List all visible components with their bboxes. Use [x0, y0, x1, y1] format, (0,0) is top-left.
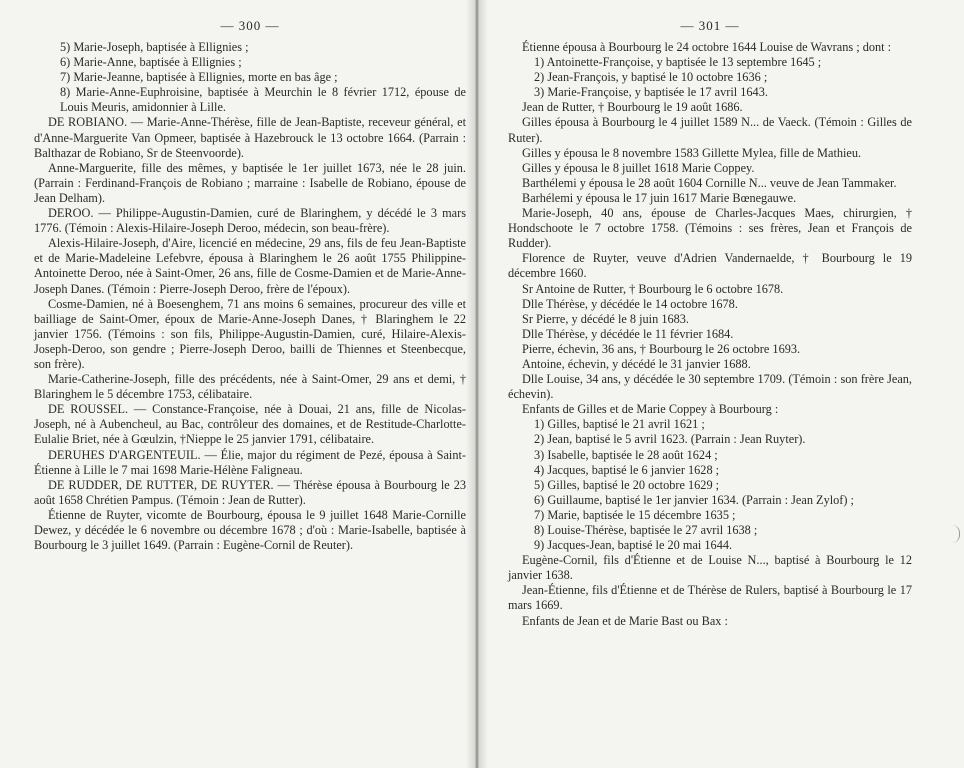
paragraph-entry: Enfants de Jean et de Marie Bast ou Bax :: [522, 613, 728, 628]
list-entry: 6) Marie-Anne, baptisée à Ellignies ;: [60, 55, 242, 70]
list-entry: 3) Isabelle, baptisée le 28 août 1624 ;: [534, 447, 718, 462]
left-page-number: — 300 —: [220, 18, 280, 33]
paragraph-entry: Étienne épousa à Bourbourg le 24 octobre 1644 Louise de Wavrans ; dont :: [522, 40, 892, 54]
paragraph-entry: Enfants de Gilles et de Marie Coppey à Bourbourg :: [522, 402, 779, 417]
list-entry: 9) Jacques-Jean, baptisé le 20 mai 1644.: [534, 538, 733, 553]
paragraph-entry: Gilles y épousa le 8 juillet 1618 Marie Coppey.: [522, 160, 755, 175]
paragraph-entry: Marie-Joseph, 40 ans, épouse de Charles-Jacques Maes, chirurgien, † Hondschoote le 7 octobre 1758. (Témoins : ses frères, Jean et François de Rudder).: [508, 206, 912, 251]
paragraph-entry: Dlle Louise, 34 ans, y décédée le 30 septembre 1709. (Témoin : son frère Jean, échevin).: [508, 372, 912, 402]
paragraph-entry: Dlle Thérèse, y décédée le 14 octobre 1678.: [522, 296, 738, 311]
left-text-block: [34, 40, 466, 553]
paragraph-entry: DEROO. — Philippe-Augustin-Damien, curé de Blaringhem, y décédé le 3 mars 1776. (Témoin : Alexis-Hilaire-Joseph Deroo, médecin, son beau-frère).: [34, 206, 466, 236]
list-entry: 1) Antoinette-Françoise, y baptisée le 13 septembre 1645 ;: [534, 55, 822, 70]
list-entry: 7) Marie, baptisée le 15 décembre 1635 ;: [534, 507, 736, 522]
right-page: [482, 0, 964, 768]
list-entry: 4) Jacques, baptisé le 6 janvier 1628 ;: [534, 462, 720, 477]
list-entry: 8) Marie-Anne-Euphroisine, baptisée à Meurchin le 8 février 1712, épouse de Louis Meuris, amidonnier à Lille.: [60, 85, 466, 115]
list-entry: 2) Jean, baptisé le 5 avril 1623. (Parrain : Jean Ruyter).: [534, 432, 806, 447]
list-entry: 2) Jean-François, y baptisé le 10 octobre 1636 ;: [534, 70, 768, 85]
paragraph-entry: Étienne de Ruyter, vicomte de Bourbourg, épousa le 9 juillet 1648 Marie-Cornille Dewez, y décédée le 6 novembre ou décembre 1678 ; d'où : Marie-Isabelle, baptisée à Bourbourg le 3 juillet 1649. (Parrain : Eugène-Cornil de Reuter).: [34, 507, 466, 553]
paragraph-entry: Sr Antoine de Rutter, † Bourbourg le 6 octobre 1678.: [522, 281, 784, 296]
paragraph-entry: Cosme-Damien, né à Boesenghem, 71 ans moins 6 semaines, procureur des ville et bailliage de Saint-Omer, époux de Marie-Anne-Joseph Danes, † Blaringhem le 22 janvier 1756. (Témoins : son fils, Philippe-Augustin-Damien, curé, Hilaire-Alexis-Joseph-Deroo, son gendre ; Pierre-Joseph Deroo, bailli de Thiennes et Steenbecque, son frère).: [34, 296, 466, 371]
paragraph-entry: Sr Pierre, y décédé le 8 juin 1683.: [522, 311, 689, 326]
paragraph-entry: Pierre, échevin, 36 ans, † Bourbourg le 26 octobre 1693.: [522, 341, 801, 356]
paragraph-entry: DE RUDDER, DE RUTTER, DE RUYTER. — Thérèse épousa à Bourbourg le 23 août 1658 Chrétien Pampus. (Témoin : Jean de Rutter).: [34, 477, 466, 507]
list-entry: 5) Marie-Joseph, baptisée à Ellignies ;: [60, 40, 249, 54]
paragraph-entry: DERUHES D'ARGENTEUIL. — Élie, major du régiment de Pezé, épousa à Saint-Étienne à Lille le 7 mai 1698 Marie-Hélène Faligneau.: [34, 447, 466, 477]
right-page-number: — 301 —: [680, 18, 740, 33]
paragraph-entry: Barthélemi y épousa le 28 août 1604 Cornille N... veuve de Jean Tammaker.: [522, 175, 897, 190]
paragraph-entry: Dlle Thérèse, y décédée le 11 février 1684.: [522, 326, 734, 341]
paragraph-entry: DE ROBIANO. — Marie-Anne-Thérèse, fille de Jean-Baptiste, receveur général, et d'Anne-Marguerite Van Opmeer, baptisée à Hazebrouck le 13 octobre 1664. (Parrain : Balthazar de Robiano, Sr de Steenvoorde).: [34, 115, 466, 160]
list-entry: 8) Louise-Thérèse, baptisée le 27 avril 1638 ;: [534, 523, 758, 537]
list-entry: 1) Gilles, baptisé le 21 avril 1621 ;: [534, 417, 705, 432]
paragraph-entry: Alexis-Hilaire-Joseph, d'Aire, licencié en médecine, 29 ans, fils de feu Jean-Baptiste et de Marie-Madeleine Lefebvre, épousa à Blaringhem le 26 août 1755 Philippine-Antoinette Deroo, née à Saint-Omer, 26 ans, fille de Cosme-Damien et de Marie-Anne-Joseph Danes. (Témoin : Pierre-Joseph Deroo, frère de l'époux).: [34, 236, 466, 296]
paragraph-entry: Antoine, échevin, y décédé le 31 janvier 1688.: [522, 356, 751, 371]
paragraph-entry: Jean de Rutter, † Bourbourg le 19 août 1686.: [522, 100, 743, 115]
paragraph-entry: Jean-Étienne, fils d'Étienne et de Thérèse de Rulers, baptisé à Bourbourg le 17 mars 1669.: [508, 583, 912, 613]
list-entry: 3) Marie-Françoise, y baptisée le 17 avril 1643.: [534, 85, 768, 100]
paragraph-entry: Gilles y épousa le 8 novembre 1583 Gillette Mylea, fille de Mathieu.: [522, 145, 862, 160]
list-entry: 5) Gilles, baptisé le 20 octobre 1629 ;: [534, 477, 720, 492]
paragraph-entry: Anne-Marguerite, fille des mêmes, y baptisée le 1er juillet 1673, née le 28 juin. (Parrain : Ferdinand-François de Robiano ; marraine : Isabelle de Robiano, épouse de Jean Delham).: [34, 160, 466, 205]
paragraph-entry: Florence de Ruyter, veuve d'Adrien Vandernaelde, † Bourbourg le 19 décembre 1660.: [508, 251, 912, 281]
paragraph-entry: Eugène-Cornil, fils d'Étienne et de Louise N..., baptisé à Bourbourg le 12 janvier 1638.: [508, 553, 912, 583]
paragraph-entry: Marie-Catherine-Joseph, fille des précédents, née à Saint-Omer, 29 ans et demi, † Blaringhem le 5 décembre 1753, célibataire.: [34, 372, 466, 402]
book-gutter: [466, 0, 488, 768]
page-edge-mark: [949, 525, 960, 543]
right-text-block: [508, 40, 912, 629]
paragraph-entry: Barhélemi y épousa le 17 juin 1617 Marie Bœnegauwe.: [522, 190, 797, 205]
paragraph-entry: Gilles épousa à Bourbourg le 4 juillet 1589 N... de Vaeck. (Témoin : Gilles de Ruter).: [508, 115, 912, 145]
list-entry: 7) Marie-Jeanne, baptisée à Ellignies, morte en bas âge ;: [60, 70, 338, 85]
list-entry: 6) Guillaume, baptisé le 1er janvier 1634. (Parrain : Jean Zylof) ;: [534, 492, 854, 507]
paragraph-entry: DE ROUSSEL. — Constance-Françoise, née à Douai, 21 ans, fille de Nicolas-Joseph, né à Aubencheul, au Bac, contrôleur des domaines, et de Restitude-Charlotte-Eulalie Briet, née à Gœulzin, †Nieppe le 25 janvier 1791, célibataire.: [34, 402, 466, 447]
